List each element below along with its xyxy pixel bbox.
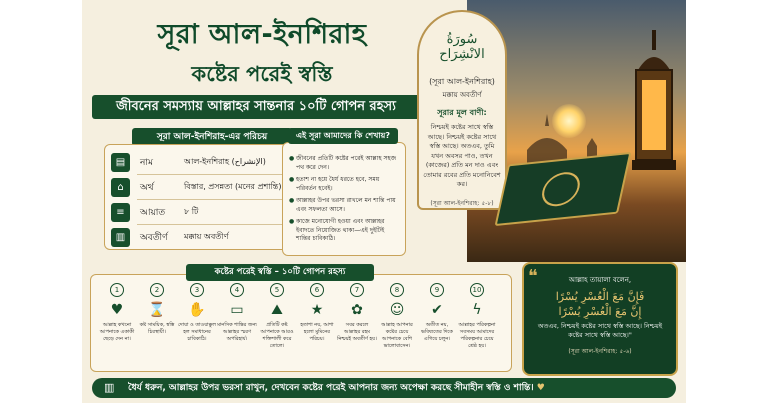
- arch-arabic-title: سُورَةُ الانْشِرَاح: [439, 32, 485, 62]
- secret-text: সবর করলে আল্লাহর রহম নিশ্চয়ই অবতীর্ণ হয়।: [337, 322, 377, 342]
- footer-text: ধৈর্য ধরুন, আল্লাহর উপর ভরসা রাখুন, দেখবেন কষ্টের পরেই আপনার জন্য অপেক্ষা করছে সীমাহীন স্বস্তি ও শান্তি।: [128, 383, 534, 393]
- quote-reference: (সূরা আল-ইনশিরাহ: ৫-৬): [568, 348, 632, 355]
- secret-item: [217, 283, 257, 343]
- learn-heading: এই সূরা আমাদের কি শেখায়?: [288, 128, 398, 144]
- secret-number: 10: [470, 283, 484, 297]
- secrets-heading: কষ্টের পরেই স্বস্তি – ১০টি গোপন রহস্য: [186, 264, 374, 281]
- page-icon: ≡: [111, 203, 130, 222]
- quote-translation: অতএব, নিশ্চয়ই কষ্টের সাথে স্বস্তি আছে। নিশ্চয়ই কষ্টের সাথে স্বস্তি আছে।": [537, 322, 663, 339]
- learn-box: [282, 142, 406, 256]
- arch-body: নিশ্চয়ই কষ্টের সাথে স্বস্তি আছে। নিশ্চয়ই কষ্টের সাথে স্বস্তি আছে। অতএব, তুমি যখন অবসর পাও, তখন (কাজের) প্রতি মন দাও এবং তোমার রবের প্রতি মনোনিবেশ কর।: [423, 123, 501, 188]
- book-icon: ▤: [111, 153, 130, 172]
- info-box: [104, 144, 302, 250]
- quote-box: [522, 262, 678, 376]
- info-value: আল-ইনশিরাহ (الإنشراح): [184, 156, 266, 166]
- info-heading: সূরা আল-ইনশিরাহ-এর পরিচয়: [132, 128, 292, 146]
- learn-item: ● আল্লাহর উপর ভরসা রাখলে মন শান্তি পায় এবং সফলতা আসে।: [289, 197, 399, 214]
- secret-number: 3: [190, 283, 204, 297]
- learn-item: ● কাজে মনোযোগী হওয়া এবং আল্লাহর ইবাদতে নিয়োজিত থাকা—এই দুইটিই শান্তির চাবিকাঠি।: [289, 218, 399, 244]
- secret-text: আল্লাহর পরিকল্পনা সবসময় আমাদের পরিকল্পনার চেয়ে শ্রেষ্ঠ হয়।: [458, 322, 496, 349]
- info-row: [111, 151, 297, 173]
- arch-revelation: মক্কায় অবতীর্ণ: [442, 91, 482, 99]
- info-key: অর্থ: [140, 182, 154, 193]
- info-value: বিস্তার, প্রসন্নতা (মনের প্রশান্তি): [184, 181, 282, 191]
- secret-item: [337, 283, 377, 343]
- info-row: [111, 176, 297, 198]
- learn-item: ● হতাশ না হয়ে ধৈর্য ধরতে হবে, সময় পরিবর্তন হবেই।: [289, 176, 399, 193]
- arch-reference: (সূরা আল-ইনশিরাহ: ৫-৮): [430, 199, 494, 207]
- info-key: আয়াত: [140, 207, 166, 218]
- secret-number: 9: [430, 283, 444, 297]
- page-title: সূরা আল-ইনশিরাহ: [157, 19, 367, 50]
- secret-text: মানসিক শান্তির জন্য আল্লাহর স্মরণ অপরিহার্য।: [217, 322, 257, 342]
- arch-panel: [417, 10, 507, 210]
- secret-item: [377, 283, 417, 350]
- quote-intro: আল্লাহ তায়ালা বলেন,: [568, 276, 632, 284]
- secret-item: [257, 283, 297, 350]
- quran-icon: ▥: [111, 228, 130, 247]
- info-key: অবতীর্ণ: [140, 232, 168, 243]
- page-subtitle: কষ্টের পরেই স্বস্তি: [191, 62, 333, 86]
- secret-item: [417, 283, 457, 343]
- secret-text: কষ্ট সাময়িক, স্বস্তি চিরস্থায়ী।: [139, 322, 175, 335]
- heart-icon: ♥: [536, 383, 545, 393]
- arch-heading: সূরার মূল বাণী:: [437, 108, 487, 117]
- secret-number: 2: [150, 283, 164, 297]
- secret-number: 5: [270, 283, 284, 297]
- secret-number: 6: [310, 283, 324, 297]
- info-value: ৮ টি: [184, 206, 199, 216]
- arch-surah-name: (সূরা আল-ইনশিরাহ): [429, 77, 495, 86]
- secret-number: 1: [110, 283, 124, 297]
- lantern-icon: [628, 30, 680, 190]
- secret-item: [97, 283, 137, 343]
- secret-item: [297, 283, 337, 343]
- secret-number: 7: [350, 283, 364, 297]
- secret-text: অতীত নয়, ভবিষ্যতের দিকে এগিয়ে চলুন।: [421, 322, 453, 342]
- info-row: [111, 201, 297, 223]
- secret-number: 4: [230, 283, 244, 297]
- secret-text: আল্লাহ কখনো আপনাকে একাকী ছেড়ে দেন না।: [99, 322, 135, 342]
- sprout-icon: ✿: [351, 302, 363, 318]
- people-icon: ☺: [389, 302, 405, 318]
- secret-item: [177, 283, 217, 343]
- quote-mark-icon: ❝: [528, 266, 538, 287]
- lightning-icon: ϟ: [472, 302, 482, 318]
- secret-text: হতাশা নয়, আশা হলো মুমিনের পরিচয়।: [300, 322, 334, 342]
- banner: জীবনের সমস্যায় আল্লাহর সান্তনার ১০টি গোপন রহস্য: [92, 95, 420, 119]
- learn-item: ● জীবনের প্রতিটি কষ্টের পরেই আল্লাহ সহজ পথ করে দেন।: [289, 155, 399, 172]
- footer-banner: [92, 378, 676, 398]
- star-icon: ★: [310, 302, 324, 318]
- info-row: [111, 226, 297, 248]
- secret-text: দোয়া ও তাওয়াক্কুল হল সমাধানের চাবিকাঠি।: [177, 322, 217, 342]
- heart-icon: ♥: [110, 302, 124, 318]
- poster: [82, 0, 686, 403]
- quote-arabic-2: إِنَّ مَعَ الْعُسْرِ يُسْرًا: [558, 305, 642, 318]
- check-icon: ✔: [431, 302, 443, 318]
- praying-hands-icon: ✋: [188, 302, 206, 318]
- secret-text: প্রতিটি কষ্ট আপনাকে আরও শক্তিশালী করে তোলে।: [260, 322, 294, 349]
- secret-item: [457, 283, 497, 350]
- quote-arabic-1: فَإِنَّ مَعَ الْعُسْرِ يُسْرًا: [555, 290, 645, 303]
- climber-icon: ⛰: [271, 302, 283, 318]
- secrets-box: [90, 274, 512, 372]
- secret-number: 8: [390, 283, 404, 297]
- info-value: মক্কায় অবতীর্ণ: [184, 231, 229, 241]
- secret-item: [137, 283, 177, 336]
- mosque-icon: ⌂: [111, 178, 130, 197]
- hourglass-icon: ⌛: [148, 302, 166, 318]
- open-book-icon: ▭: [230, 302, 244, 318]
- secret-text: আল্লাহ আপনার কষ্টের চেয়ে আপনাকে বেশি ভালোবাসেন।: [381, 322, 413, 349]
- open-book-icon: ▥: [104, 381, 115, 394]
- info-key: নাম: [140, 157, 153, 168]
